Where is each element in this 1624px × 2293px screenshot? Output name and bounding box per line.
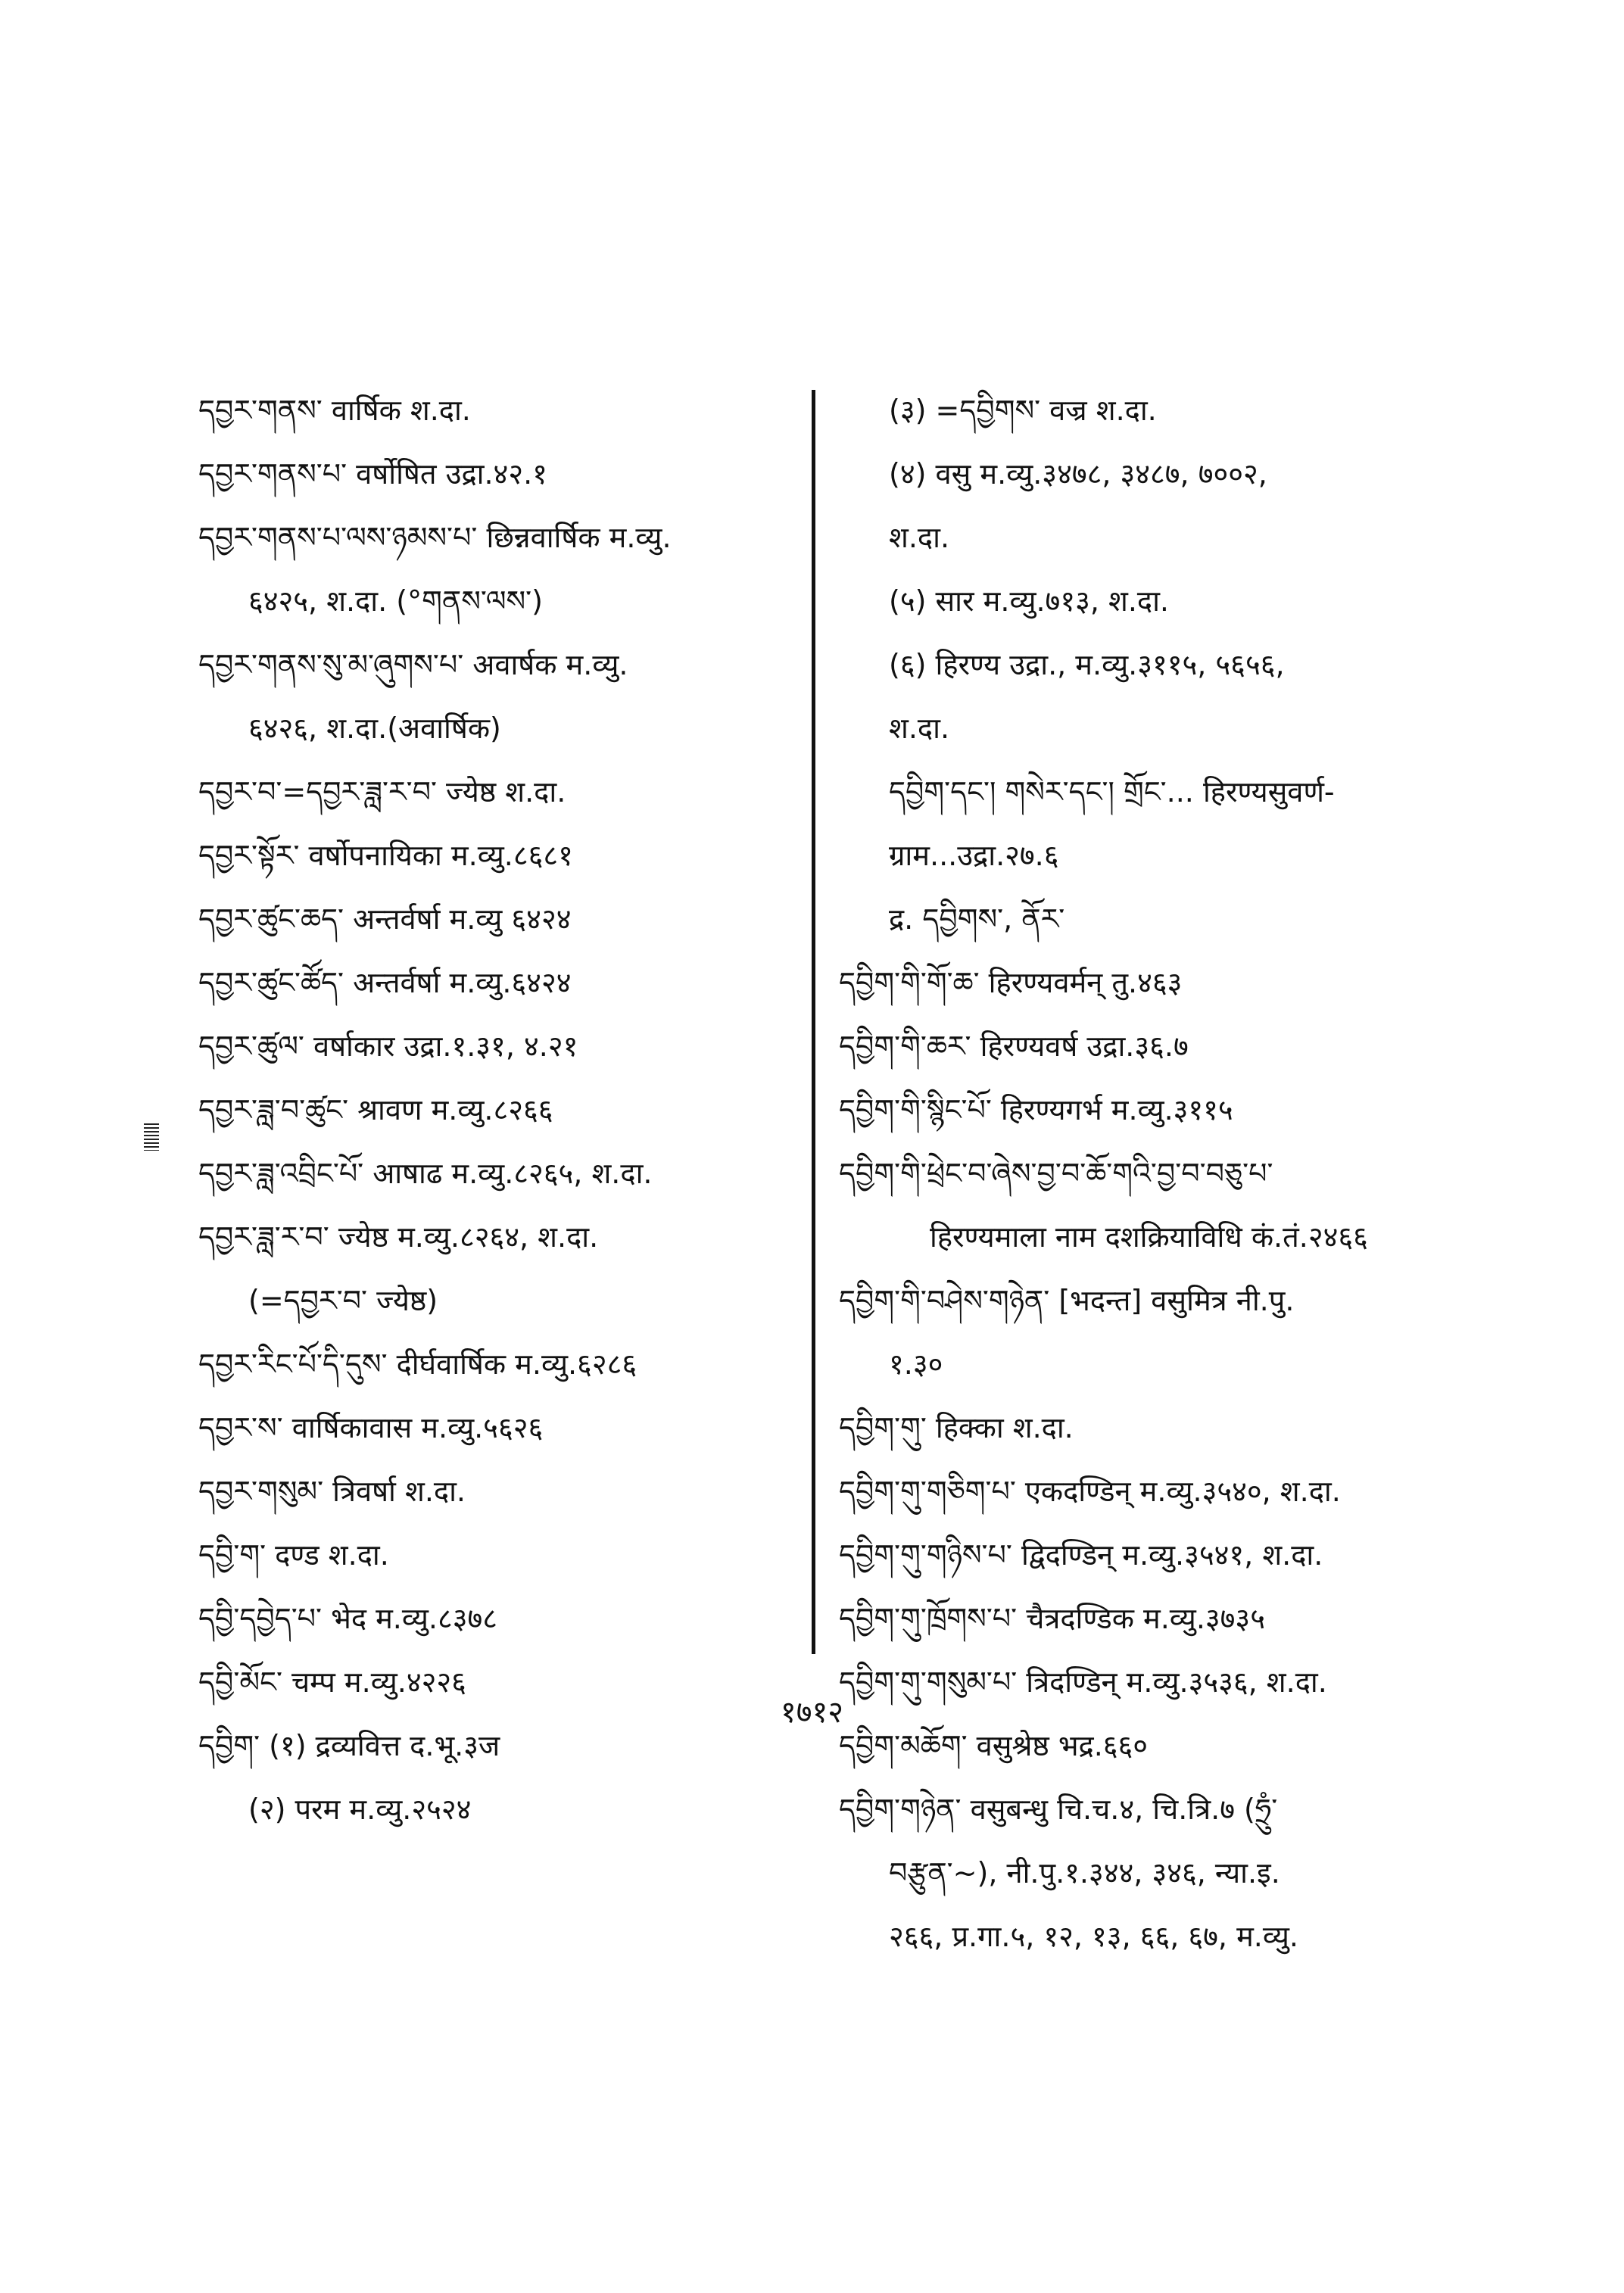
dictionary-entry: དབྱར་ཟླ་ར་བ་ ज्येष्ठ म.व्यु.८२६४, श.दा. bbox=[198, 1220, 599, 1254]
dictionary-entry: དབྱིག་གི་བཤེས་གཉེན་ [भदन्त] वसुमित्र नी.पु. bbox=[839, 1284, 1295, 1317]
dictionary-entry: དབྱར་ས་ वार्षिकावास म.व्यु.५६२६ bbox=[198, 1411, 544, 1444]
page-number: १७१२ bbox=[780, 1695, 844, 1730]
dictionary-entry: (५) सार म.व्यु.७१३, श.दा. bbox=[889, 584, 1170, 618]
dictionary-entry: དབྱར་ཚུང་ཚོད་ अन्तर्वर्षा म.व्यु.६४२४ bbox=[198, 966, 572, 999]
dictionary-entry: དབྱར་བ་=དབྱར་ཟླ་ར་བ་ ज्येष्ठ श.दा. bbox=[198, 775, 566, 808]
left-column bbox=[198, 379, 789, 1841]
column-divider bbox=[812, 390, 815, 1654]
dictionary-entry: (६) हिरण्य उद्रा., म.व्यु.३११५, ५६५६, bbox=[889, 648, 1285, 681]
dictionary-entry: (४) वसु म.व्यु.३४७८, ३४८७, ७००२, bbox=[889, 457, 1267, 491]
dictionary-entry: དབྱིག་གཉེན་ वसुबन्धु चि.च.४, चि.त्रि.७ (ཧྲུཾ་ bbox=[839, 1793, 1278, 1826]
dictionary-entry: བརྩུན་~), नी.पु.१.३४४, ३४६, न्या.इ. bbox=[889, 1856, 1280, 1890]
dictionary-entry: द्र. དབྱིགས་, ནོར་ bbox=[889, 902, 1065, 936]
dictionary-entry: དབྱིག་གི་གོ་ཆ་ हिरण्यवर्मन् तु.४६३ bbox=[839, 966, 1183, 999]
dictionary-entry: དབྱར་ཟླ་བ་ཚུང་ श्रावण म.व्यु.८२६६ bbox=[198, 1093, 553, 1126]
dictionary-entry: དབྱར་གནས་ वार्षिक श.दा. bbox=[198, 394, 471, 427]
dictionary-entry: དབྱིག་མཆོག་ वसुश्रेष्ठ भद्र.६६० bbox=[839, 1729, 1149, 1762]
dictionary-entry: དབྱར་ཚུང་ཆད་ अन्तर्वर्षा म.व्यु ६४२४ bbox=[198, 902, 572, 936]
dictionary-entry: དབྱིག་གུ་གསུམ་པ་ त्रिदण्डिन् म.व्यु.३५३६, श.दा. bbox=[839, 1665, 1327, 1699]
dictionary-entry: (३) =དབྱིགས་ वज्र श.दा. bbox=[889, 394, 1157, 427]
dictionary-entry: དབྱིག་གུ་གཅིག་པ་ एकदण्डिन् म.व्यु.३५४०, श.दा. bbox=[839, 1475, 1341, 1508]
dictionary-entry: དབྱར་གསུམ་ त्रिवर्षा श.दा. bbox=[198, 1475, 466, 1508]
dictionary-entry: श.दा. bbox=[889, 521, 950, 554]
dictionary-entry: དབྱིག་ (१) द्रव्यवित्त द.भू.३ज bbox=[198, 1729, 500, 1762]
dictionary-entry: དབྱིག་གུ་གཉིས་པ་ द्विदण्डिन् म.व्यु.३५४१, श.दा. bbox=[839, 1538, 1323, 1572]
dictionary-entry: དབྱར་སྟོར་ वर्षोपनायिका म.व्यु.८६८१ bbox=[198, 839, 573, 872]
dictionary-entry: དབྱི་མོང་ चम्प म.व्यु.४२२६ bbox=[198, 1665, 466, 1699]
dictionary-entry: དབྱར་གནས་སུ་མ་ཞུགས་པ་ अवार्षक म.व्यु. bbox=[198, 648, 628, 681]
dictionary-entry: དབྱར་ཟླ་འབྲིང་པོ་ आषाढ म.व्यु.८२६५, श.दा. bbox=[198, 1157, 653, 1190]
dictionary-entry: དབྱར་རིང་པོ་དི་དུས་ दीर्घवार्षिक म.व्यु.६२८६ bbox=[198, 1347, 637, 1381]
dictionary-entry: དབྱིག་དང་། གསེར་དང་། གྲོང་... हिरण्यसुवर्ण- bbox=[889, 775, 1335, 808]
dictionary-entry: २६६, प्र.गा.५, १२, १३, ६६, ६७, म.व्यु. bbox=[889, 1920, 1299, 1953]
dictionary-entry: ६४२५, श.दा. (°གནས་ལས་) bbox=[248, 584, 543, 618]
dictionary-entry: (२) परम म.व्यु.२५२४ bbox=[248, 1793, 472, 1826]
dictionary-entry: དབྱར་གནས་པ་ལས་ཉམས་པ་ छिन्नवार्षिक म.व्यु. bbox=[198, 521, 672, 554]
dictionary-entry: हिरण्यमाला नाम दशक्रियाविधि कं.तं.२४६६ bbox=[930, 1220, 1368, 1254]
dictionary-entry: དབྱི་དབྱེད་པ་ भेद म.व्यु.८३७८ bbox=[198, 1602, 498, 1635]
dictionary-entry: དབྱིག་གུ་ हिक्का श.दा. bbox=[839, 1411, 1074, 1444]
dictionary-entry: དབྱིག་གི་སྙིང་པོ་ हिरण्यगर्भ म.व्यु.३११५ bbox=[839, 1093, 1233, 1126]
dictionary-entry: १.३० bbox=[889, 1347, 943, 1381]
margin-mark bbox=[144, 1123, 159, 1151]
dictionary-entry: དབྱིག་གི་ཆར་ हिरण्यवर्ष उद्रा.३६.७ bbox=[839, 1030, 1189, 1063]
dictionary-entry: (=དབྱར་བ་ ज्येष्ठ) bbox=[248, 1284, 438, 1317]
dictionary-entry: དབྱར་གནས་པ་ वर्षोषित उद्रा.४२.१ bbox=[198, 457, 547, 491]
dictionary-entry: དབྱིག་གུ་ཁྲོགས་པ་ चैत्रदण्डिक म.व्यु.३७३५ bbox=[839, 1602, 1265, 1635]
dictionary-entry: श.दा. bbox=[889, 712, 950, 745]
dictionary-entry: དབྱར་ཚུལ་ वर्षाकार उद्रा.१.३१, ४.२१ bbox=[198, 1030, 578, 1063]
dictionary-entry: དབྱི་ག་ दण्ड श.दा. bbox=[198, 1538, 389, 1572]
dictionary-entry: ६४२६, श.दा.(अवार्षिक) bbox=[248, 712, 501, 745]
dictionary-entry: དབྱིག་གི་ཕྲེང་བ་ཞེས་བྱ་བ་ཆོ་གའི་བྱ་བ་བཅུ་པ་ bbox=[839, 1157, 1273, 1190]
dictionary-entry: ग्राम...उद्रा.२७.६ bbox=[889, 839, 1059, 872]
